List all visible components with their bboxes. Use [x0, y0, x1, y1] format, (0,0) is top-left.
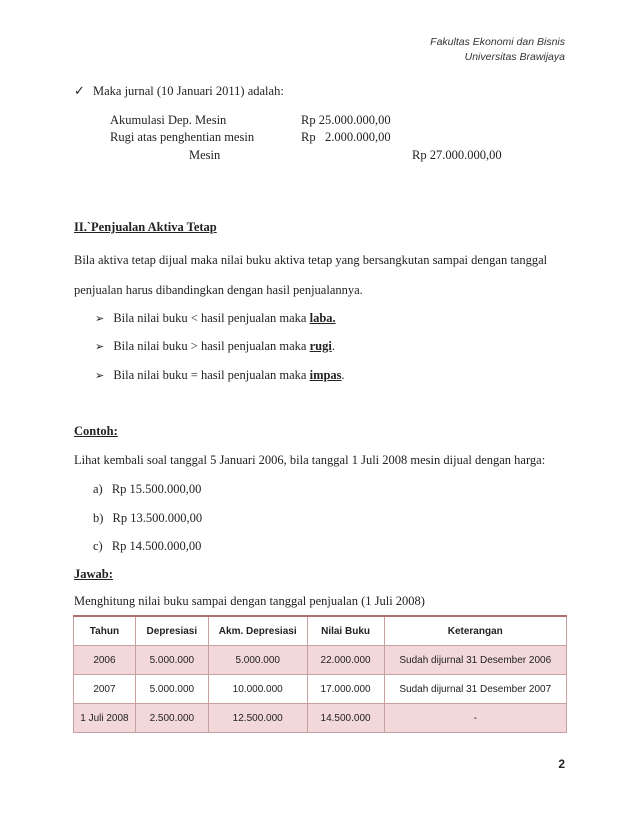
option-b: [93, 511, 202, 526]
journal-credit-3: Rp 27.000.000,00: [412, 148, 502, 162]
bullet-end: .: [341, 368, 345, 382]
table-cell: 14.500.000: [307, 704, 384, 733]
table-cell: -: [384, 704, 567, 733]
journal-account-2: Rugi atas penghentian mesin: [110, 130, 255, 144]
bullet-keyword: laba.: [309, 311, 336, 325]
journal-debit-2: Rp 2.000.000,00: [301, 130, 391, 144]
table-row: [74, 704, 567, 733]
table-row: [74, 646, 567, 675]
table-header-row: [74, 616, 567, 646]
table-cell: 2006: [74, 646, 136, 675]
bullet-item-rugi: [95, 339, 335, 354]
option-value: Rp 15.500.000,00: [111, 482, 202, 496]
example-text: Lihat kembali soal tanggal 5 Januari 2006, bila tanggal 1 Juli 2008 mesin dijual dengan harga:: [74, 453, 546, 467]
journal-account-3: Mesin: [189, 148, 221, 162]
bullet-end: .: [331, 339, 335, 353]
table-cell: 5.000.000: [135, 646, 208, 675]
bullet-keyword: rugi: [309, 339, 332, 353]
section-paragraph-line-2: penjualan harus dibandingkan dengan hasil penjualannya.: [74, 283, 363, 297]
option-label: b): [93, 511, 104, 525]
header-university: Universitas Brawijaya: [464, 51, 565, 63]
bullet-item-laba: [95, 311, 336, 326]
checkmark-icon: ✓: [74, 83, 85, 98]
journal-debit-1: Rp 25.000.000,00: [301, 113, 391, 127]
bullet-text: Bila nilai buku > hasil penjualan maka: [113, 339, 310, 353]
table-cell: 2007: [74, 675, 136, 704]
page-number: 2: [558, 757, 565, 771]
journal-intro: Maka jurnal (10 Januari 2011) adalah:: [93, 84, 284, 98]
bullet-text: Bila nilai buku = hasil penjualan maka: [113, 368, 310, 382]
bullet-text: Bila nilai buku < hasil penjualan maka: [113, 311, 310, 325]
option-value: Rp 13.500.000,00: [112, 511, 203, 525]
header-cell: Tahun: [74, 616, 136, 646]
section-title: II.`Penjualan Aktiva Tetap: [74, 220, 217, 234]
section-paragraph-line-1: Bila aktiva tetap dijual maka nilai buku aktiva tetap yang bersangkutan sampai dengan tanggal: [74, 253, 548, 267]
table-cell: 2.500.000: [135, 704, 208, 733]
header-faculty: Fakultas Ekonomi dan Bisnis: [430, 36, 565, 48]
example-title: Contoh:: [74, 424, 118, 438]
table-cell: 12.500.000: [208, 704, 307, 733]
answer-text: Menghitung nilai buku sampai dengan tanggal penjualan (1 Juli 2008): [74, 594, 425, 608]
arrow-bullet-icon: ➢: [95, 341, 105, 353]
answer-title: Jawab:: [74, 567, 113, 581]
option-label: c): [93, 539, 103, 553]
table-cell: 22.000.000: [307, 646, 384, 675]
option-c: [93, 539, 201, 554]
table-cell: 5.000.000: [135, 675, 208, 704]
option-label: a): [93, 482, 103, 496]
table-cell: Sudah dijurnal 31 Desember 2006: [384, 646, 567, 675]
option-a: [93, 482, 201, 497]
bullet-item-impas: [95, 368, 345, 383]
depreciation-table: [73, 615, 567, 733]
table-cell: 5.000.000: [208, 646, 307, 675]
option-value: Rp 14.500.000,00: [111, 539, 202, 553]
table-cell: Sudah dijurnal 31 Desember 2007: [384, 675, 567, 704]
table-cell: 1 Juli 2008: [74, 704, 136, 733]
journal-account-1: Akumulasi Dep. Mesin: [110, 113, 227, 127]
arrow-bullet-icon: ➢: [95, 313, 105, 325]
header-cell: Depresiasi: [135, 616, 208, 646]
table-cell: 10.000.000: [208, 675, 307, 704]
header-cell: Keterangan: [384, 616, 567, 646]
table-row: [74, 675, 567, 704]
header-cell: Nilai Buku: [307, 616, 384, 646]
bullet-keyword: impas: [309, 368, 342, 382]
arrow-bullet-icon: ➢: [95, 370, 105, 382]
table-cell: 17.000.000: [307, 675, 384, 704]
header-cell: Akm. Depresiasi: [208, 616, 307, 646]
